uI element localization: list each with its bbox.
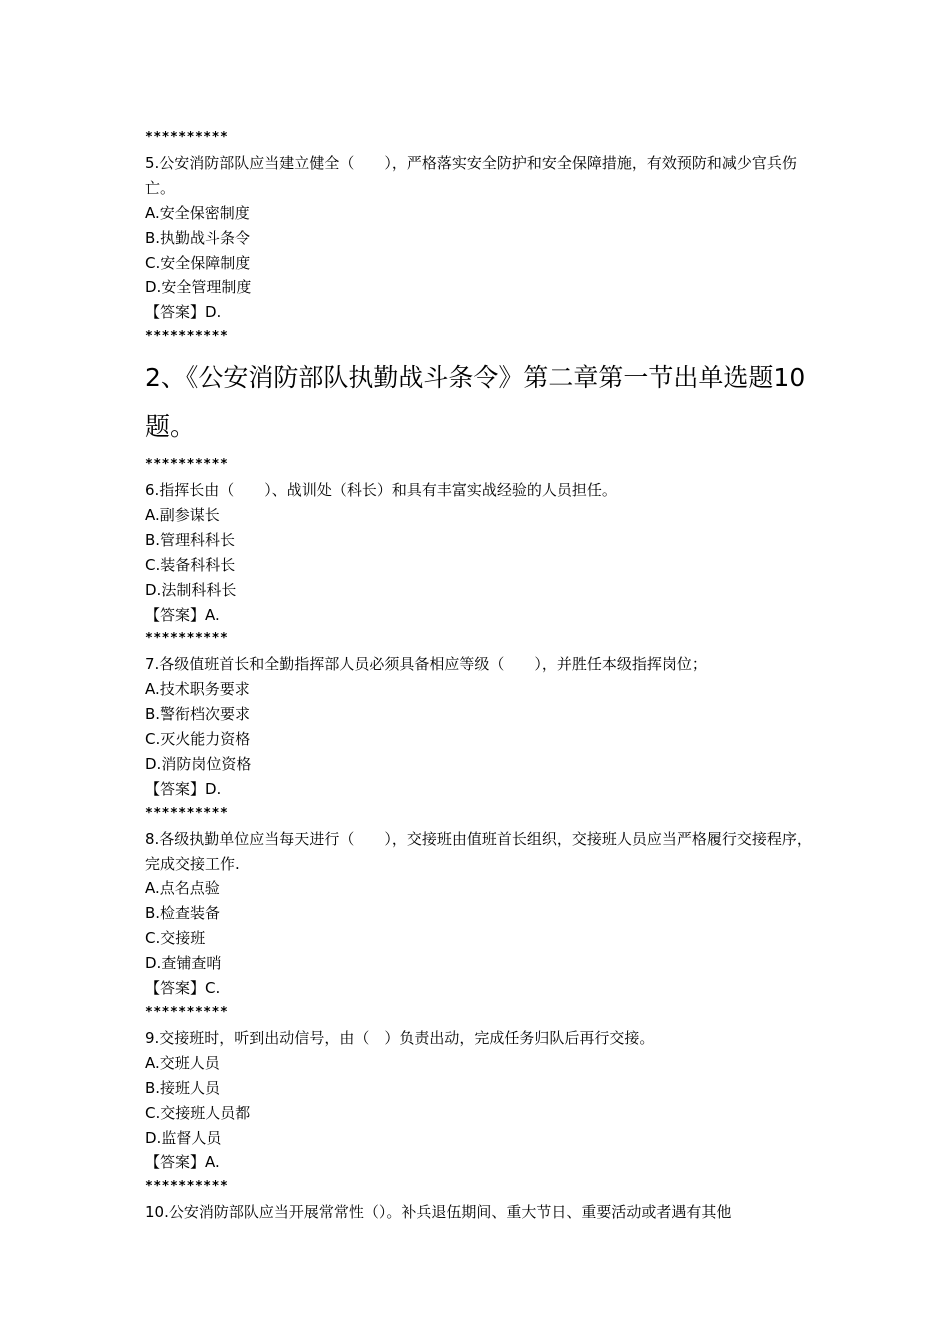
option-a: A.点名点验 [145,879,220,898]
separator: ********** [145,329,229,345]
option-a: A.安全保密制度 [145,203,250,222]
option-c: C.装备科科长 [145,555,236,574]
option-c: C.交接班人员都 [145,1103,251,1122]
question-8 [145,827,815,1001]
option-a: A.技术职务要求 [145,680,250,699]
option-d: D.消防岗位资格 [145,754,252,773]
question-stem: 6.指挥长由（ ）、战训处（科长）和具有丰富实战经验的人员担任。 [145,481,617,500]
question-7 [145,652,815,801]
separator: ********** [145,631,229,647]
question-9 [145,1026,815,1175]
separator: ********** [145,1179,229,1195]
question-10-stem: 10.公安消防部队应当开展常常性（）。补兵退伍期间、重大节日、重要活动或者遇有其他 [145,1203,732,1222]
answer: 【答案】A. [145,1153,220,1172]
question-6 [145,478,815,627]
question-stem: 7.各级值班首长和全勤指挥部人员必须具备相应等级（ ），并胜任本级指挥岗位； [145,655,707,674]
option-b: B.接班人员 [145,1078,221,1097]
option-d: D.安全管理制度 [145,278,252,297]
separator: ********** [145,130,229,145]
option-b: B.管理科科长 [145,530,236,549]
option-b: B.检查装备 [145,904,221,923]
answer: 【答案】A. [145,605,220,624]
option-d: D.法制科科长 [145,580,237,599]
option-c: C.灭火能力资格 [145,730,251,749]
question-stem: 8.各级执勤单位应当每天进行（ ），交接班由值班首长组织，交接班人员应当严格履行交接程序，完成交接工作. [145,829,812,873]
option-a: A.交班人员 [145,1053,220,1072]
question-stem: 9.交接班时，听到出动信号，由（ ）负责出动，完成任务归队后再行交接。 [145,1028,655,1047]
option-d: D.查铺查哨 [145,954,222,973]
question-stem: 5.公安消防部队应当建立健全（ ），严格落实安全防护和安全保障措施，有效预防和减少官兵伤亡。 [145,153,797,197]
answer: 【答案】D. [145,303,222,322]
separator: ********** [145,805,229,821]
section-heading: 2、《公安消防部队执勤战斗条令》第二章第一节出单选题10题。 [145,363,806,442]
option-c: C.安全保障制度 [145,253,251,272]
answer: 【答案】D. [145,779,222,798]
option-a: A.副参谋长 [145,505,220,524]
option-b: B.执勤战斗条令 [145,228,251,247]
document-page [145,126,815,1225]
option-d: D.监督人员 [145,1128,222,1147]
option-b: B.警衔档次要求 [145,705,251,724]
separator: ********** [145,457,229,473]
question-5 [145,151,815,325]
option-c: C.交接班 [145,929,206,948]
separator: ********** [145,1005,229,1021]
answer: 【答案】C. [145,979,221,998]
